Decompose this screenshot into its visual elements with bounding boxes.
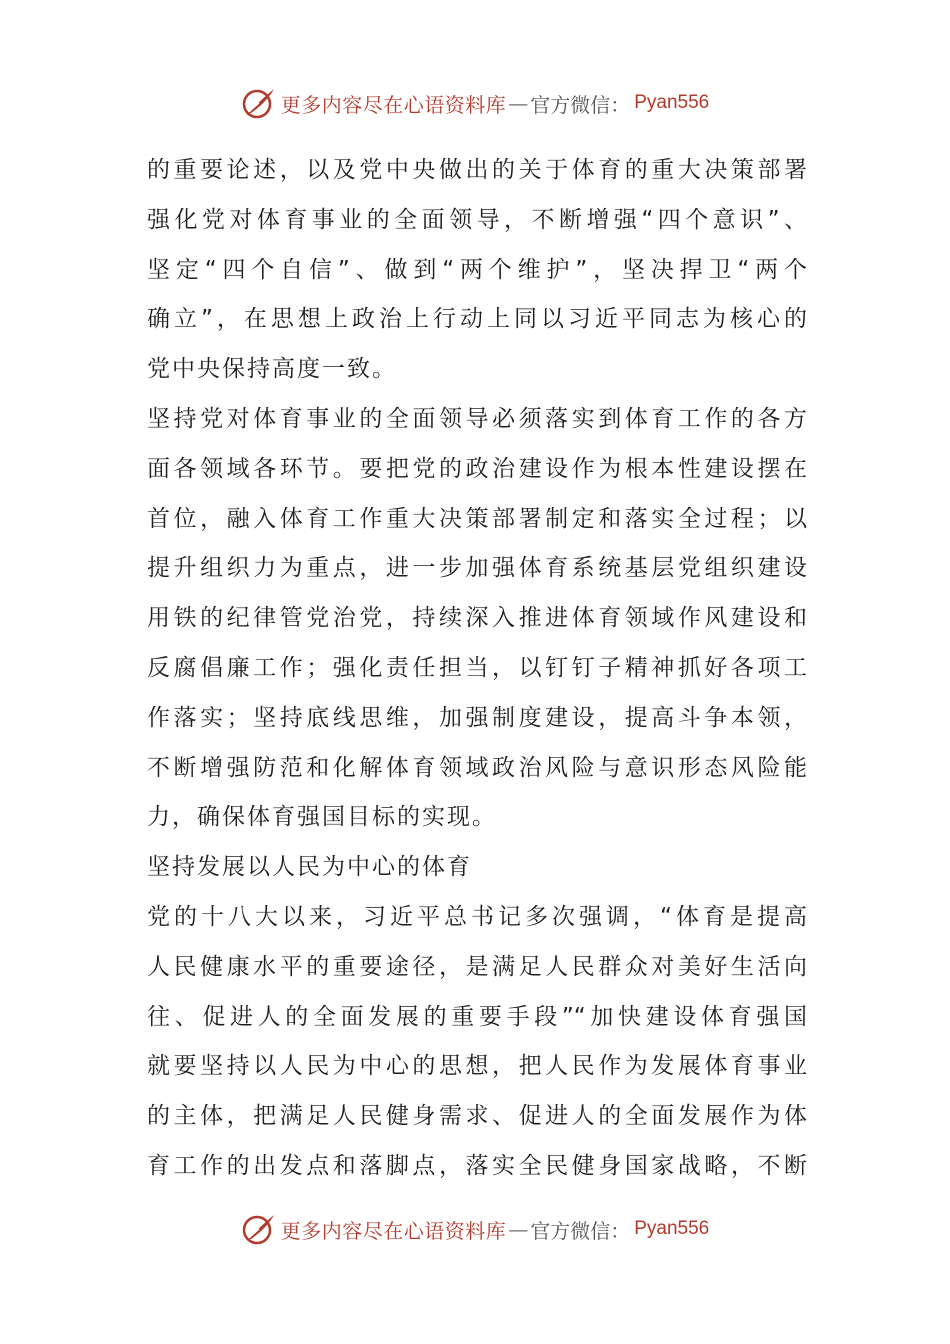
header-title: 更多内容尽在心语资料库: [280, 92, 507, 117]
quill-logo-icon: [241, 86, 277, 120]
text-line: 坚持党对体育事业的全面领导必须落实到体育工作的各方: [147, 405, 807, 432]
text-line: 反腐倡廉工作；强化责任担当，以钉钉子精神抓好各项工: [147, 654, 807, 681]
header-wechat-label: 官方微信：: [530, 92, 631, 117]
text-line: 面各领域各环节。要把党的政治建设作为根本性建设摆在: [147, 455, 807, 482]
text-line: 育工作的出发点和落脚点，落实全民健身国家战略，不断: [147, 1152, 807, 1179]
text-line: 人民健康水平的重要途径，是满足人民群众对美好生活向: [147, 953, 807, 980]
footer-title: 更多内容尽在心语资料库: [280, 1218, 507, 1243]
text-line: 首位，融入体育工作重大决策部署制定和落实全过程；以: [147, 505, 807, 532]
text-line: 往、促进人的全面发展的重要手段”“加快建设体育强国: [147, 1003, 807, 1030]
text-line: 确立”，在思想上政治上行动上同以习近平同志为核心的: [147, 306, 807, 333]
quill-logo-icon: [241, 1212, 277, 1246]
text-line: 的主体，把满足人民健身需求、促进人的全面发展作为体: [147, 1103, 807, 1130]
text-line: 提升组织力为重点，进一步加强体育系统基层党组织建设: [147, 555, 807, 582]
text-line: 党中央保持高度一致。: [147, 356, 397, 383]
footer-banner: [0, 1212, 950, 1246]
document-body: [147, 146, 807, 1192]
text-line: 作落实；坚持底线思维，加强制度建设，提高斗争本领，: [147, 704, 807, 731]
footer-wechat-id: Pyan556: [634, 1218, 710, 1239]
header-separator: —: [508, 91, 529, 115]
text-line: 坚持发展以人民为中心的体育: [147, 854, 472, 881]
header-wechat-id: Pyan556: [634, 92, 710, 113]
text-line: 的重要论述，以及党中央做出的关于体育的重大决策部署: [147, 157, 807, 183]
footer-wechat-label: 官方微信：: [530, 1218, 631, 1243]
text-line: 坚定“四个自信”、做到“两个维护”，坚决捍卫“两个: [147, 256, 807, 283]
text-line: 就要坚持以人民为中心的思想，把人民作为发展体育事业: [147, 1053, 807, 1080]
header-banner: [0, 86, 950, 120]
text-line: 力，确保体育强国目标的实现。: [147, 804, 497, 831]
text-line: 不断增强防范和化解体育领域政治风险与意识形态风险能: [147, 754, 807, 781]
footer-separator: —: [508, 1217, 529, 1241]
text-line: 党的十八大以来，习近平总书记多次强调，“体育是提高: [147, 903, 807, 930]
text-line: 强化党对体育事业的全面领导，不断增强“四个意识”、: [147, 206, 807, 233]
text-line: 用铁的纪律管党治党，持续深入推进体育领域作风建设和: [147, 605, 807, 632]
